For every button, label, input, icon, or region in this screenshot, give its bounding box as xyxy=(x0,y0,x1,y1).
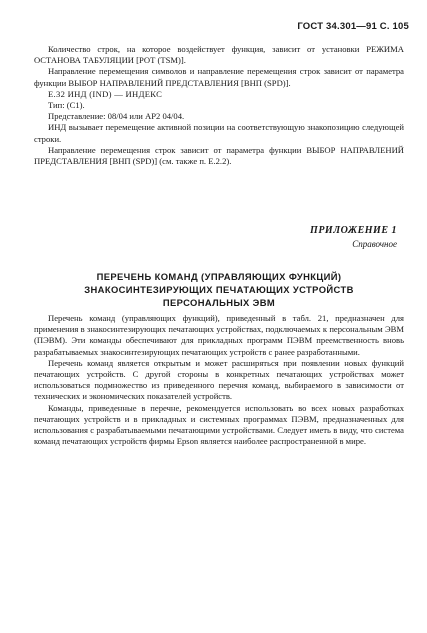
bottom-section xyxy=(34,313,404,447)
appendix-number: ПРИЛОЖЕНИЕ 1 xyxy=(310,225,397,236)
page-header: ГОСТ 34.301—91 С. 105 xyxy=(297,21,409,32)
paragraph-direction-dependency: Направление перемещения символов и направление перемещения строк зависит от параметра функции ВЫБОР НАПРАВЛЕНИЙ ПРЕДСТАВЛЕНИЯ [ВНП (SPD)]. xyxy=(34,66,404,88)
paragraph-type: Тип: (С1). xyxy=(48,100,85,111)
section-title-line2: ЗНАКОСИНТЕЗИРУЮЩИХ ПЕЧАТАЮЩИХ УСТРОЙСТВ xyxy=(84,284,354,295)
paragraph-command-list-open: Перечень команд является открытым и может расширяться при появлении новых функций печатающих устройств. С другой стороны в конкретных печатающих устройствах может использоваться подмножество из приведенного перечня команд, выбираемого в зависимости от технических и экономических показателей устройств. xyxy=(34,357,404,402)
paragraph-line-direction: Направление перемещения строк зависит от параметра функции ВЫБОР НАПРАВЛЕНИЙ ПРЕДСТАВЛЕНИЯ [ВНП (SPD)] (см. также п. Е.2.2). xyxy=(34,144,404,167)
section-title-line1: ПЕРЕЧЕНЬ КОМАНД (УПРАВЛЯЮЩИХ ФУНКЦИЙ) xyxy=(96,271,342,282)
section-title xyxy=(34,270,404,309)
section-title-line3: ПЕРСОНАЛЬНЫХ ЭВМ xyxy=(162,297,276,308)
paragraph-ind-description: ИНД вызывает перемещение активной позиции на соответствующую знакопозицию следующей строки. xyxy=(34,122,404,144)
paragraph-command-list-purpose: Перечень команд (управляющих функций), приведенный в табл. 21, предназначен для применения в знакосинтезирующих печатающих устройствах, подключаемых к персональным ЭВМ (ПЭВМ). Эти команды обеспечивают для прикладных программ ПЭВМ преемственность вновь разрабатываемых знакосинтезирующих печатающих устройств с ранее разработанными. xyxy=(34,313,404,357)
paragraph-representation: Представление: 08/04 или АР2 04/04. xyxy=(48,111,185,122)
paragraph-tab-stop-mode: Количество строк, на которое воздействует функция, зависит от установки РЕЖИМА ОСТАНОВА ТАБУЛЯЦИИ [РОТ (TSM)]. xyxy=(34,44,404,66)
top-section xyxy=(34,44,404,167)
paragraph-command-recommendation: Команды, приведенные в перечне, рекомендуется использовать во всех новых разработках печатающих устройств и в прикладных и системных программах ПЭВМ, предназначенных для использования с разрабатываемыми печатающими устройствами. Следует иметь в виду, что система команд печатающих устройств фирмы Epson является наиболее распространенной в мире. xyxy=(34,402,404,447)
appendix-label xyxy=(310,225,397,249)
section-heading-index: Е.32 ИНД (IND) — ИНДЕКС xyxy=(48,88,163,99)
appendix-kind: Справочное xyxy=(352,239,397,249)
